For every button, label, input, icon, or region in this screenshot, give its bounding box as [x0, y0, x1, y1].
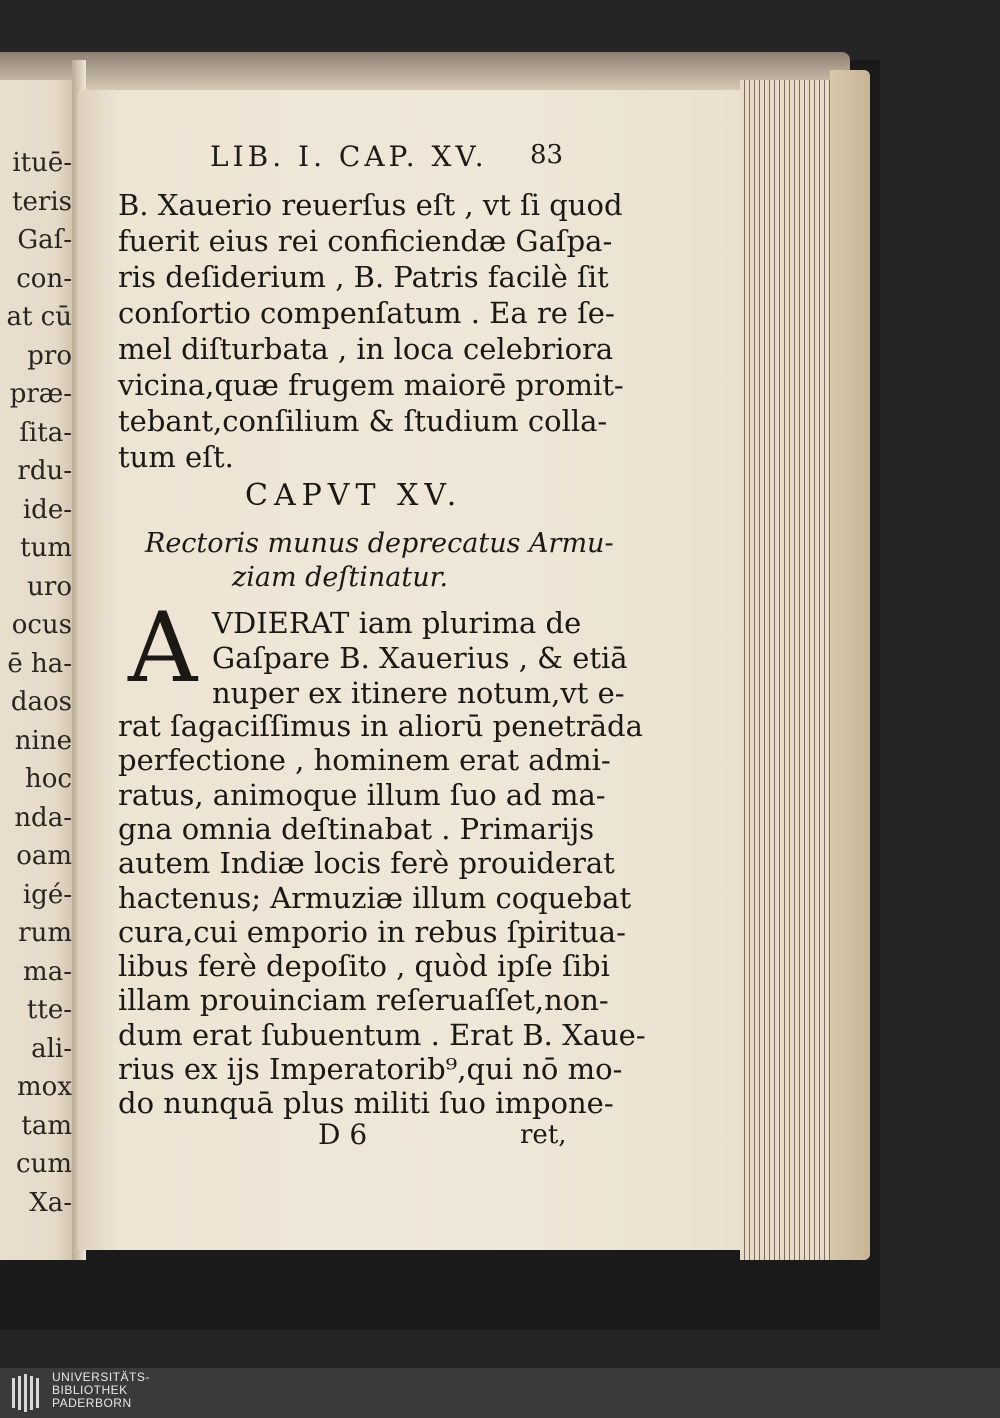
logo-text-line-1: UNIVERSITÄTS-	[52, 1370, 150, 1384]
body-line: do nunquā plus militi ſuo impone-	[118, 1086, 614, 1121]
left-page-line: ma-	[23, 956, 72, 987]
left-page-line: ē ha-	[7, 648, 72, 679]
left-page-line: tte-	[26, 995, 72, 1025]
left-page-line: nine	[14, 725, 72, 756]
signature-mark: D 6	[318, 1118, 368, 1151]
left-page-line: Gaſ-	[17, 225, 72, 255]
intro-line: tebant,conſilium & ſtudium colla-	[118, 404, 608, 438]
intro-line: tum eſt.	[118, 440, 234, 474]
body-line: rius ex ijs Imperatorib⁹,qui nō mo-	[118, 1052, 623, 1086]
intro-line: B. Xauerio reuerſus eſt , vt ſi quod	[118, 188, 623, 222]
indented-line: Gaſpare B. Xauerius , & etiā	[212, 641, 628, 675]
body-line: cura,cui emporio in rebus ſpiritua-	[118, 914, 626, 949]
body-line: rat ſagaciſſimus in aliorū penetrāda	[118, 709, 643, 743]
catchword: ret,	[520, 1120, 567, 1150]
left-page-line: ide-	[22, 494, 72, 525]
page-block-edges	[740, 80, 840, 1260]
body-line: gna omnia deſtinabat . Primarijs	[118, 811, 595, 846]
left-page-line: Xa-	[29, 1187, 72, 1218]
page-number: 83	[530, 140, 564, 170]
left-page-line: mox	[17, 1072, 72, 1102]
book-cover-edge	[830, 70, 870, 1260]
chapter-heading: CAPVT XV.	[245, 478, 463, 513]
body-line: libus ferè depoſito , quòd ipſe ſibi	[118, 949, 610, 984]
intro-line: vicina,quæ frugem maiorē promit-	[118, 368, 624, 402]
running-head: LIB. I. CAP. XV.	[210, 140, 488, 173]
left-page-line: at cū	[6, 302, 72, 332]
body-line: hactenus; Armuziæ illum coquebat	[118, 880, 632, 915]
drop-cap: A	[128, 592, 198, 704]
page-top-edge	[0, 52, 850, 92]
left-page-line: teris	[12, 186, 72, 217]
left-page-line: præ-	[9, 379, 72, 409]
left-page-line: ali-	[31, 1033, 72, 1064]
left-page-line: igé-	[22, 879, 72, 910]
left-page-line: tum	[20, 533, 72, 563]
indented-line: VDIERAT iam plurima de	[212, 606, 582, 640]
chapter-subtitle-line-1: Rectoris munus deprecatus Armu-	[145, 528, 614, 559]
intro-line: conſortio compenſatum . Ea re ſe-	[118, 296, 615, 330]
logo-text-line-3: PADERBORN	[52, 1396, 132, 1410]
chapter-subtitle-line-2: ziam deſtinatur.	[232, 562, 449, 593]
intro-line: ris deſiderium , B. Patris facilè ſit	[118, 260, 609, 294]
indented-line: nuper ex itinere notum,vt e-	[212, 676, 625, 710]
body-line: illam prouinciam reſeruaſſet,non-	[118, 983, 609, 1018]
body-line: autem Indiæ locis ferè prouiderat	[118, 846, 615, 881]
left-page-line: rdu-	[17, 456, 72, 486]
body-line: ratus, animoque illum ſuo ad ma-	[118, 777, 606, 812]
left-page-line: ituē-	[12, 148, 72, 178]
left-page-line: tam	[21, 1110, 72, 1141]
left-page-line: rum	[18, 918, 72, 948]
body-line: dum erat ſubuentum . Erat B. Xaue-	[118, 1017, 646, 1052]
left-page-line: hoc	[25, 764, 72, 794]
left-page-line: con-	[16, 263, 72, 294]
intro-line: fuerit eius rei conficiendæ Gaſpa-	[118, 224, 613, 258]
body-line: perfectione , hominem erat admi-	[118, 743, 611, 778]
library-footer	[0, 1368, 1000, 1418]
left-page-line: oam	[16, 841, 72, 871]
left-page-line: daos	[10, 687, 72, 717]
library-logo-icon	[8, 1372, 44, 1414]
left-page-line: uro	[27, 571, 72, 602]
left-page-line: nda-	[14, 802, 72, 833]
left-page-line: ſita-	[19, 417, 72, 448]
left-page	[0, 80, 78, 1260]
intro-line: mel diſturbata , in loca celebriora	[118, 332, 614, 366]
left-page-line: pro	[27, 340, 72, 371]
logo-text-line-2: BIBLIOTHEK	[52, 1383, 128, 1397]
left-page-line: cum	[16, 1149, 72, 1179]
left-page-line: ocus	[11, 610, 72, 640]
